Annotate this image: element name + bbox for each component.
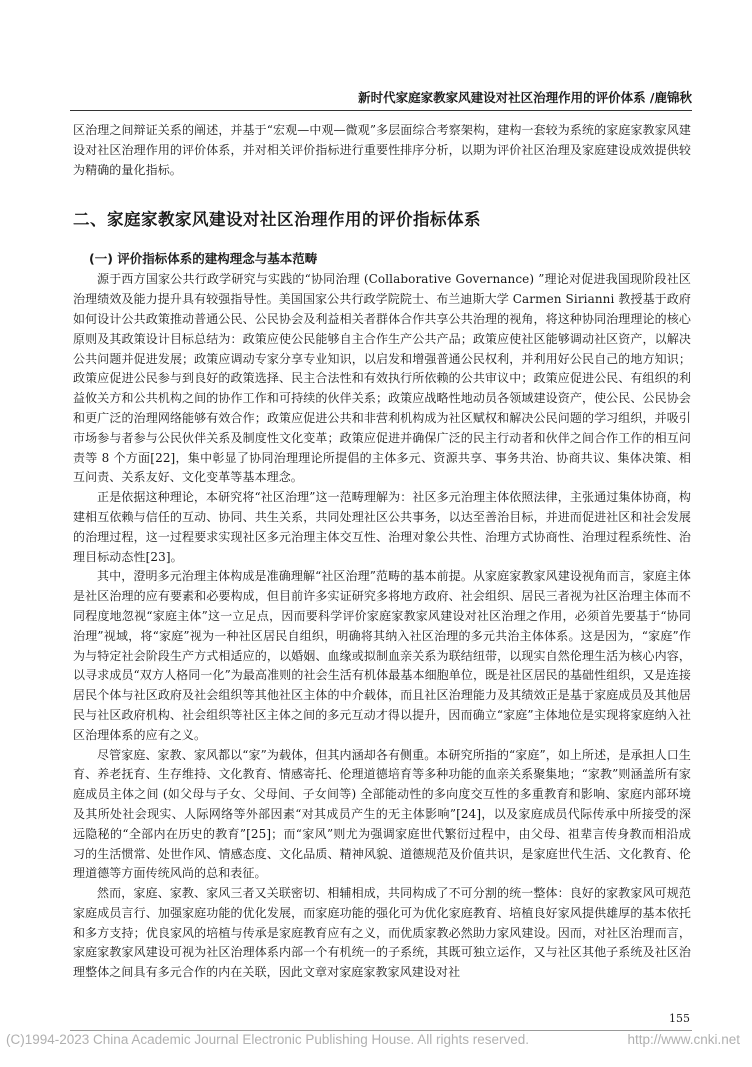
- footer-rule: [70, 1030, 692, 1031]
- intro-paragraph: 区治理之间辩证关系的阐述，并基于“宏观—中观—微观”多层面综合考察架构，建构一套较为系统的家庭家教家风建设对社区治理作用的评价体系，并对相关评价指标进行重要性排序分析，以期为评价社区治理及家庭建设成效提供较为精确的量化指标。: [73, 123, 691, 177]
- article-body: [73, 121, 691, 983]
- copyright-text: (C)1994-2023 China Academic Journal Electronic Publishing House. All rights reserved.: [6, 1032, 530, 1047]
- page-number: 155: [669, 1012, 690, 1025]
- body-paragraph: 然而，家庭、家教、家风三者又关联密切、相辅相成，共同构成了不可分割的统一整体：良好的家教家风可规范家庭成员言行、加强家庭功能的优化发展，而家庭功能的强化可为优化家庭教育、培植良好家风提供雄厚的基本依托和多方支持；优良家风的培植与传承是家庭教育应有之义，而优质家教必然助力家风建设。因而，对社区治理而言，家庭家教家风建设可视为社区治理体系内部一个有机统一的子系统，其既可独立运作，又与社区其他子系统及社区治理整体之间具有多元合作的内在关联，因此文章对家庭家教家风建设对社: [73, 886, 691, 980]
- copyright-footer: [6, 1032, 746, 1047]
- subsection-title: (一) 评价指标体系的建构理念与基本范畴: [89, 251, 318, 267]
- body-paragraph: 其中，澄明多元治理主体构成是准确理解“社区治理”范畴的基本前提。从家庭家教家风建设视角而言，家庭主体是社区治理的应有要素和必要构成，但目前许多实证研究多将地方政府、社会组织、居民三者视为社区治理主体而不同程度地忽视“家庭主体”这一立足点，因而要科学评价家庭家教家风建设对社区治理之作用，必须首先要基于“协同治理”视域，将“家庭”视为一种社区居民自组织，明确将其纳入社区治理的多元共治主体体系。这是因为，“家庭”作为与特定社会阶段生产方式相适应的，以婚姻、血缘或拟制血亲关系为联结纽带，以现实自然伦理生活为核心内容，以寻求成员“双方人格同一化”为最高准则的社会生活有机体最基本细胞单位，既是社区居民的基础性组织，又是连接居民个体与社区政府及社会组织等其他社区主体的中介载体，而且社区治理能力及其绩效正是基于家庭成员及其他居民与社区政府机构、社会组织等社区主体之间的多元互动才得以提升，因而确立“家庭”主体地位是实现将家庭纳入社区治理体系的应有之义。: [73, 569, 691, 742]
- running-header: 新时代家庭家教家风建设对社区治理作用的评价体系 /鹿锦秋: [358, 90, 692, 105]
- body-paragraph: 正是依据这种理论，本研究将“社区治理”这一范畴理解为：社区多元治理主体依照法律，主张通过集体协商，构建相互依赖与信任的互动、协同、共生关系，共同处理社区公共事务，以达至善治目标，并进而促进社区和社会发展的治理过程，这一过程要求实现社区多元治理主体交互性、治理对象公共性、治理方式协商性、治理过程系统性、治理目标动态性[23]。: [73, 490, 691, 564]
- body-paragraph: 源于西方国家公共行政学研究与实践的“协同治理 (Collaborative Governance) ”理论对促进我国现阶段社区治理绩效及能力提升具有较强指导性。美国国家公共行政学院院士、布兰迪斯大学 Carmen Sirianni 教授基于政府如何设计公共政策推动普通公民、公民协会及利益相关者群体合作共享公共治理的视角，将这种协同治理理论的核心原则及其政策设计目标总结为：政策应使公民能够自主合作生产公共产品；政策应使社区能够调动社区资产，以解决公共问题并促进发展；政策应调动专家分享专业知识，以启发和增强普通公民权利，并利用好公民自己的地方知识；政策应促进公民参与到良好的政策选择、民主合法性和有效执行所依赖的公共审议中；政策应促进公民、有组织的利益攸关方和公共机构之间的协作工作和可持续的伙伴关系；政策应战略性地动员各领域建设资产，使公民、公民协会和更广泛的治理网络能够有效合作；政策应促进公共和非营利机构成为社区赋权和解决公民问题的学习组织，并吸引市场参与者参与公民伙伴关系及制度性文化变革；政策应促进并确保广泛的民主行动者和伙伴之间合作工作的相互问责等 8 个方面[22]，集中彰显了协同治理理论所提倡的主体多元、资源共享、事务共治、协商共议、集体决策、相互问责、关系友好、文化变革等基本理念。: [73, 272, 691, 485]
- header-rule: [70, 110, 692, 111]
- body-paragraph: 尽管家庭、家教、家风都以“家”为载体，但其内涵却各有侧重。本研究所指的“家庭”，如上所述，是承担人口生育、养老抚育、生存维持、文化教育、情感寄托、伦理道德培育等多种功能的血亲关系聚集地；“家教”则涵盖所有家庭成员主体之间 (如父母与子女、父母间、子女间等) 全部能动性的多向度交互性的多重教育和影响、家庭内部环境及其所处社会现实、人际网络等外部因素“对其成员产生的无主体影响”[24]，以及家庭成员代际传承中所接受的深远隐秘的“全部内在历史的教育”[25]；而“家风”则尤为强调家庭世代繁衍过程中，由父母、祖辈言传身教而相沿成习的生活惯常、处世作风、情感态度、文化品质、精神风貌、道德规范及价值共识，是家庭世代生活、文化教育、伦理道德等方面传统风尚的总和表征。: [73, 747, 691, 881]
- section-title: 二、家庭家教家风建设对社区治理作用的评价指标体系: [73, 210, 481, 230]
- website-link[interactable]: http://www.cnki.net: [627, 1032, 740, 1047]
